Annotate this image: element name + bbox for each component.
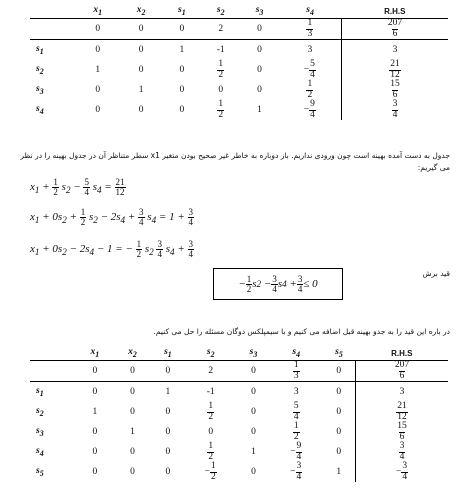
table-cell: $\frac{1}{3}$ bbox=[270, 361, 322, 382]
table1-header-s4: $s_4$ bbox=[306, 5, 314, 17]
table-cell: 0 bbox=[251, 387, 256, 397]
table-cell: $\frac{207}{6}$ bbox=[342, 19, 449, 40]
table1-objective-row bbox=[30, 19, 448, 40]
table-cell: 0 bbox=[138, 45, 144, 55]
table-cell: 3 bbox=[307, 45, 313, 55]
table-row bbox=[30, 382, 448, 403]
table-row bbox=[30, 40, 448, 61]
paragraph-add-cut: در باره این قید را به جدو بهینه قبل اضافه می کنیم و با سیمپلکس دوگان مسئله را حل می کنیم. bbox=[153, 327, 450, 336]
table-cell: 0 bbox=[208, 427, 214, 437]
paragraph-optimal-note: جدول به دست آمده بهینه است چون ورودی نداریم. باز دوباره به خاطر غیر صحیح بودن متغیر x1 سطر متناظر آن در جدول بهینه را در نظر می گیریم: bbox=[20, 151, 450, 172]
table2-header-s1: $s_1$ bbox=[164, 347, 172, 359]
table-cell: 0 bbox=[179, 85, 185, 95]
table-cell: $\frac{1}{2}$ bbox=[293, 421, 299, 442]
table-cell: − $\frac{1}{2}$ bbox=[204, 461, 216, 482]
table-cell: 0 bbox=[76, 361, 114, 382]
equation-3: $x_1 + 0s_2 - 2s_4 - 1$ = − $\frac{1}{2}$ $s_2$ $\frac{3}{4}$ $s_4$ + $\frac{3}{4}$ bbox=[30, 239, 193, 259]
table-cell: 0 bbox=[138, 65, 144, 75]
table-cell: 0 bbox=[95, 105, 101, 115]
table2-objective-row bbox=[30, 361, 448, 382]
table1-header-x1: $x_1$ bbox=[93, 5, 103, 17]
table-cell: 0 bbox=[257, 65, 262, 75]
row-label: $s_3$ bbox=[36, 84, 44, 96]
table-cell: 0 bbox=[336, 387, 342, 397]
table-cell: 0 bbox=[163, 19, 201, 40]
table-cell: 0 bbox=[92, 467, 98, 477]
table-cell: $\frac{1}{2}$ bbox=[208, 441, 214, 462]
table2-header-x2: $x_2$ bbox=[128, 347, 137, 359]
table-cell: 1 bbox=[130, 427, 135, 437]
table1-header-rhs: R.H.S bbox=[384, 6, 406, 16]
table-cell: 0 bbox=[130, 447, 135, 457]
table-cell: 0 bbox=[257, 45, 262, 55]
table-cell: 1 bbox=[336, 467, 342, 477]
table-cell: 0 bbox=[251, 407, 256, 417]
table2-header-x1: $x_1$ bbox=[90, 347, 100, 359]
table-cell: 3 bbox=[293, 387, 299, 397]
table-cell: -1 bbox=[216, 45, 225, 55]
table-cell: 0 bbox=[95, 45, 101, 55]
table-cell: 0 bbox=[130, 407, 135, 417]
table1-header-s2: $s_2$ bbox=[216, 5, 225, 17]
table-cell: 0 bbox=[165, 467, 171, 477]
table-cell: 0 bbox=[237, 361, 270, 382]
table-cell: − $\frac{9}{4}$ bbox=[290, 441, 302, 462]
table-cell: 0 bbox=[119, 19, 162, 40]
table2-header-s2: $s_2$ bbox=[206, 347, 215, 359]
table-cell: 0 bbox=[151, 361, 184, 382]
table-cell: 0 bbox=[114, 361, 152, 382]
table-row bbox=[30, 402, 448, 422]
table2-header-rhs: R.H.S bbox=[391, 348, 413, 358]
row-label: $s_5$ bbox=[36, 466, 44, 478]
table-cell: 0 bbox=[138, 105, 144, 115]
table-cell: 0 bbox=[76, 19, 119, 40]
table-cell: 1 bbox=[251, 447, 256, 457]
table-cell: $\frac{5}{4}$ bbox=[293, 401, 299, 422]
cut-label: قید برش bbox=[422, 269, 450, 278]
table1-header-s1: $s_1$ bbox=[178, 5, 186, 17]
table-row bbox=[30, 442, 448, 462]
table-cell: 0 bbox=[92, 387, 98, 397]
table1-header-x2: $x_2$ bbox=[136, 5, 146, 17]
table-cell: 1 bbox=[179, 45, 185, 55]
table2-header-s4: $s_4$ bbox=[292, 347, 301, 359]
table2-header-s3: $s_3$ bbox=[249, 347, 258, 359]
table-row bbox=[30, 80, 448, 100]
table-cell: 0 bbox=[130, 387, 135, 397]
table-cell: 1 bbox=[165, 387, 171, 397]
table-cell: 1 bbox=[95, 65, 101, 75]
table-row bbox=[30, 462, 448, 482]
table-cell: 0 bbox=[165, 447, 171, 457]
table-cell: $\frac{3}{4}$ bbox=[342, 100, 449, 120]
table-cell: $\frac{3}{4}$ bbox=[356, 442, 448, 462]
table-cell: 0 bbox=[336, 447, 342, 457]
table-cell: $\frac{1}{2}$ bbox=[307, 79, 313, 100]
table-row bbox=[30, 100, 448, 120]
table-row bbox=[30, 60, 448, 80]
table-cell: 0 bbox=[92, 427, 98, 437]
table-cell: 0 bbox=[92, 447, 98, 457]
table-cell: − $\frac{5}{4}$ bbox=[303, 59, 315, 80]
table-cell: 2 bbox=[201, 19, 241, 40]
table-cell: 3 bbox=[342, 40, 449, 61]
table-cell: 0 bbox=[165, 407, 171, 417]
table-cell: 0 bbox=[257, 85, 262, 95]
table-cell: $\frac{1}{3}$ bbox=[279, 19, 342, 40]
table-cell: -1 bbox=[206, 387, 215, 397]
table-cell: 0 bbox=[322, 361, 355, 382]
table1-header-s3: $s_3$ bbox=[255, 5, 264, 17]
row-label: $s_4$ bbox=[36, 104, 44, 116]
table-cell: − $\frac{3}{4}$ bbox=[356, 462, 448, 482]
table-cell: $\frac{1}{2}$ bbox=[218, 99, 224, 120]
equation-1: $x_1$ + $\frac{1}{2}$ $s_2$ − $\frac{5}{4}$ $s_4$ = $\frac{21}{12}$ bbox=[30, 177, 125, 197]
table2-header-s5: $s_5$ bbox=[335, 347, 343, 359]
table-cell: 0 bbox=[179, 65, 185, 75]
table-cell: 0 bbox=[240, 19, 278, 40]
table-cell: 1 bbox=[92, 407, 98, 417]
table-cell: 0 bbox=[179, 105, 185, 115]
row-label: $s_1$ bbox=[36, 44, 44, 56]
cut-constraint: − 1 2 s 2 − 3 4 s 4 + 3 4 ≤ 0 bbox=[213, 268, 343, 300]
simplex-table-1 bbox=[30, 4, 448, 120]
row-label: $s_4$ bbox=[36, 446, 44, 458]
row-label: $s_2$ bbox=[36, 64, 44, 76]
table-cell: 2 bbox=[184, 361, 236, 382]
table-cell: 1 bbox=[138, 85, 144, 95]
row-label: $s_3$ bbox=[36, 426, 44, 438]
table-cell: 0 bbox=[95, 85, 101, 95]
table-cell: $\frac{21}{12}$ bbox=[356, 402, 448, 422]
table-cell: 0 bbox=[218, 85, 224, 95]
table-cell: 0 bbox=[336, 427, 342, 437]
table-cell: 3 bbox=[356, 382, 448, 403]
table-cell: 0 bbox=[251, 427, 256, 437]
table-cell: 0 bbox=[165, 427, 171, 437]
table-cell: $\frac{15}{6}$ bbox=[342, 80, 449, 100]
table-row bbox=[30, 422, 448, 442]
row-label: $s_1$ bbox=[36, 386, 44, 398]
table-cell: $\frac{207}{6}$ bbox=[356, 361, 448, 382]
table-cell: $\frac{1}{2}$ bbox=[208, 401, 214, 422]
table-cell: − $\frac{9}{4}$ bbox=[303, 99, 315, 120]
table-cell: $\frac{1}{2}$ bbox=[218, 59, 224, 80]
table-cell: − $\frac{3}{4}$ bbox=[290, 461, 302, 482]
simplex-table-2 bbox=[30, 346, 448, 482]
table-cell: 0 bbox=[251, 467, 256, 477]
table-cell: 0 bbox=[130, 467, 135, 477]
table-cell: $\frac{21}{12}$ bbox=[342, 60, 449, 80]
table-cell: $\frac{15}{6}$ bbox=[356, 422, 448, 442]
row-label: $s_2$ bbox=[36, 406, 44, 418]
equation-2: $x_1 + 0s_2$ + $\frac{1}{2}$ $s_2 - 2s_4$ + $\frac{3}{4}$ $s_4 = 1$ + $\frac{3}{4}$ bbox=[30, 207, 194, 227]
table-cell: 1 bbox=[257, 105, 262, 115]
table-cell: 0 bbox=[336, 407, 342, 417]
